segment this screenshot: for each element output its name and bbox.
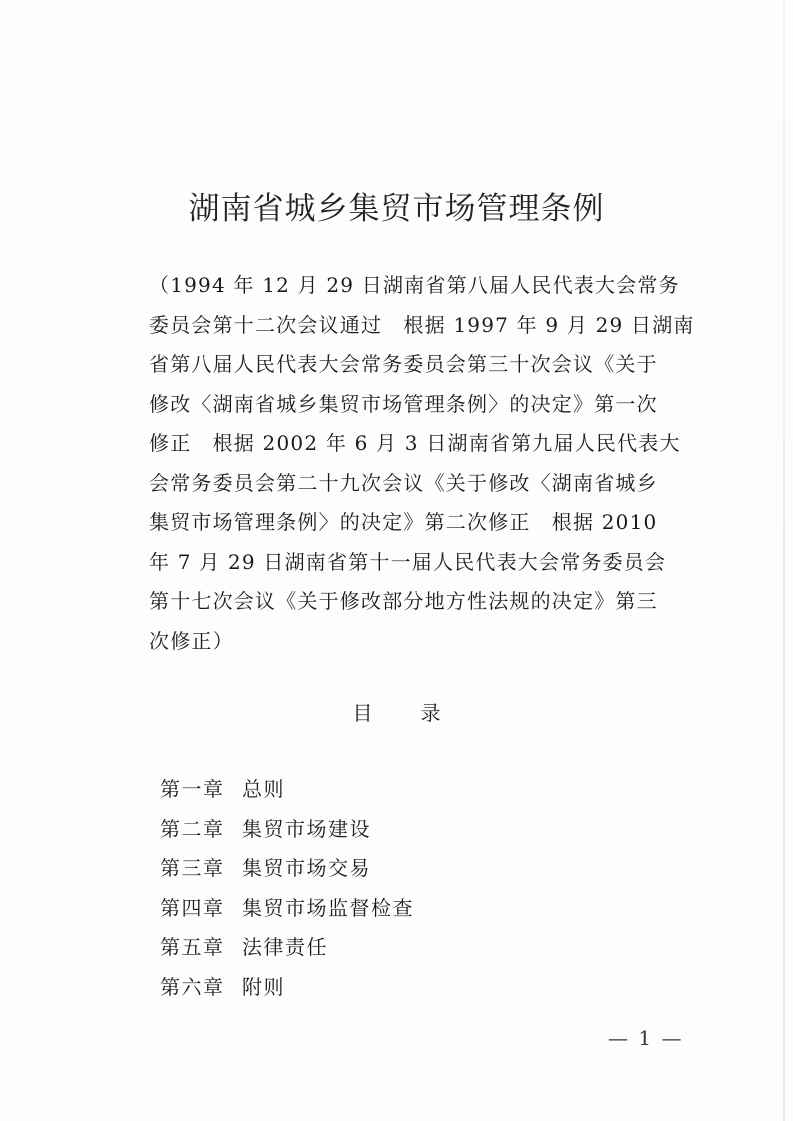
preamble-line: 委员会第十二次会议通过 根据 1997 年 9 月 29 日湖南: [149, 312, 695, 337]
toc-item: [160, 770, 560, 810]
preamble-line: 修改〈湖南省城乡集贸市场管理条例〉的决定》第一次: [149, 391, 658, 416]
preamble-line: 集贸市场管理条例〉的决定》第二次修正 根据 2010: [149, 510, 658, 534]
toc-chapter-name: 总则: [242, 777, 285, 801]
toc-item: [160, 968, 560, 1008]
page-number: — 1 —: [608, 1026, 684, 1050]
preamble-line: （1994 年 12 月 29 日湖南省第八届人民代表大会常务: [149, 273, 680, 297]
toc-chapter-name: 集贸市场交易: [242, 856, 371, 880]
document-title: 湖南省城乡集贸市场管理条例: [188, 191, 605, 227]
scan-edge: [783, 0, 785, 1121]
toc-chapter: 第四章: [160, 895, 225, 920]
preamble: [149, 266, 695, 661]
preamble-line: 省第八届人民代表大会常务委员会第三十次会议《关于: [149, 352, 658, 376]
toc-chapter: 第六章: [160, 974, 225, 999]
toc-chapter-name: 集贸市场监督检查: [242, 895, 414, 920]
toc-item: [160, 928, 560, 968]
toc-item: [160, 889, 560, 929]
toc-heading-char: 录: [420, 701, 441, 725]
toc-chapter: 第五章: [160, 935, 225, 959]
toc-chapter: 第二章: [160, 816, 225, 841]
table-of-contents: [160, 770, 560, 1007]
toc-item: [160, 849, 560, 889]
toc-chapter-name: 附则: [242, 974, 285, 999]
preamble-line: 第十七次会议《关于修改部分地方性法规的决定》第三: [149, 589, 658, 613]
toc-chapter: 第一章: [160, 777, 225, 801]
toc-heading: [0, 697, 793, 726]
toc-chapter-name: 集贸市场建设: [242, 816, 371, 841]
toc-chapter-name: 法律责任: [242, 935, 328, 959]
preamble-line: 修正 根据 2002 年 6 月 3 日湖南省第九届人民代表大: [149, 431, 681, 455]
toc-heading-char: 目: [352, 701, 373, 725]
toc-item: [160, 810, 560, 850]
preamble-line: 年 7 月 29 日湖南省第十一届人民代表大会常务委员会: [149, 549, 667, 574]
preamble-line: 次修正）: [149, 628, 234, 653]
preamble-line: 会常务委员会第二十九次会议《关于修改〈湖南省城乡: [149, 470, 658, 495]
toc-chapter: 第三章: [160, 856, 225, 880]
